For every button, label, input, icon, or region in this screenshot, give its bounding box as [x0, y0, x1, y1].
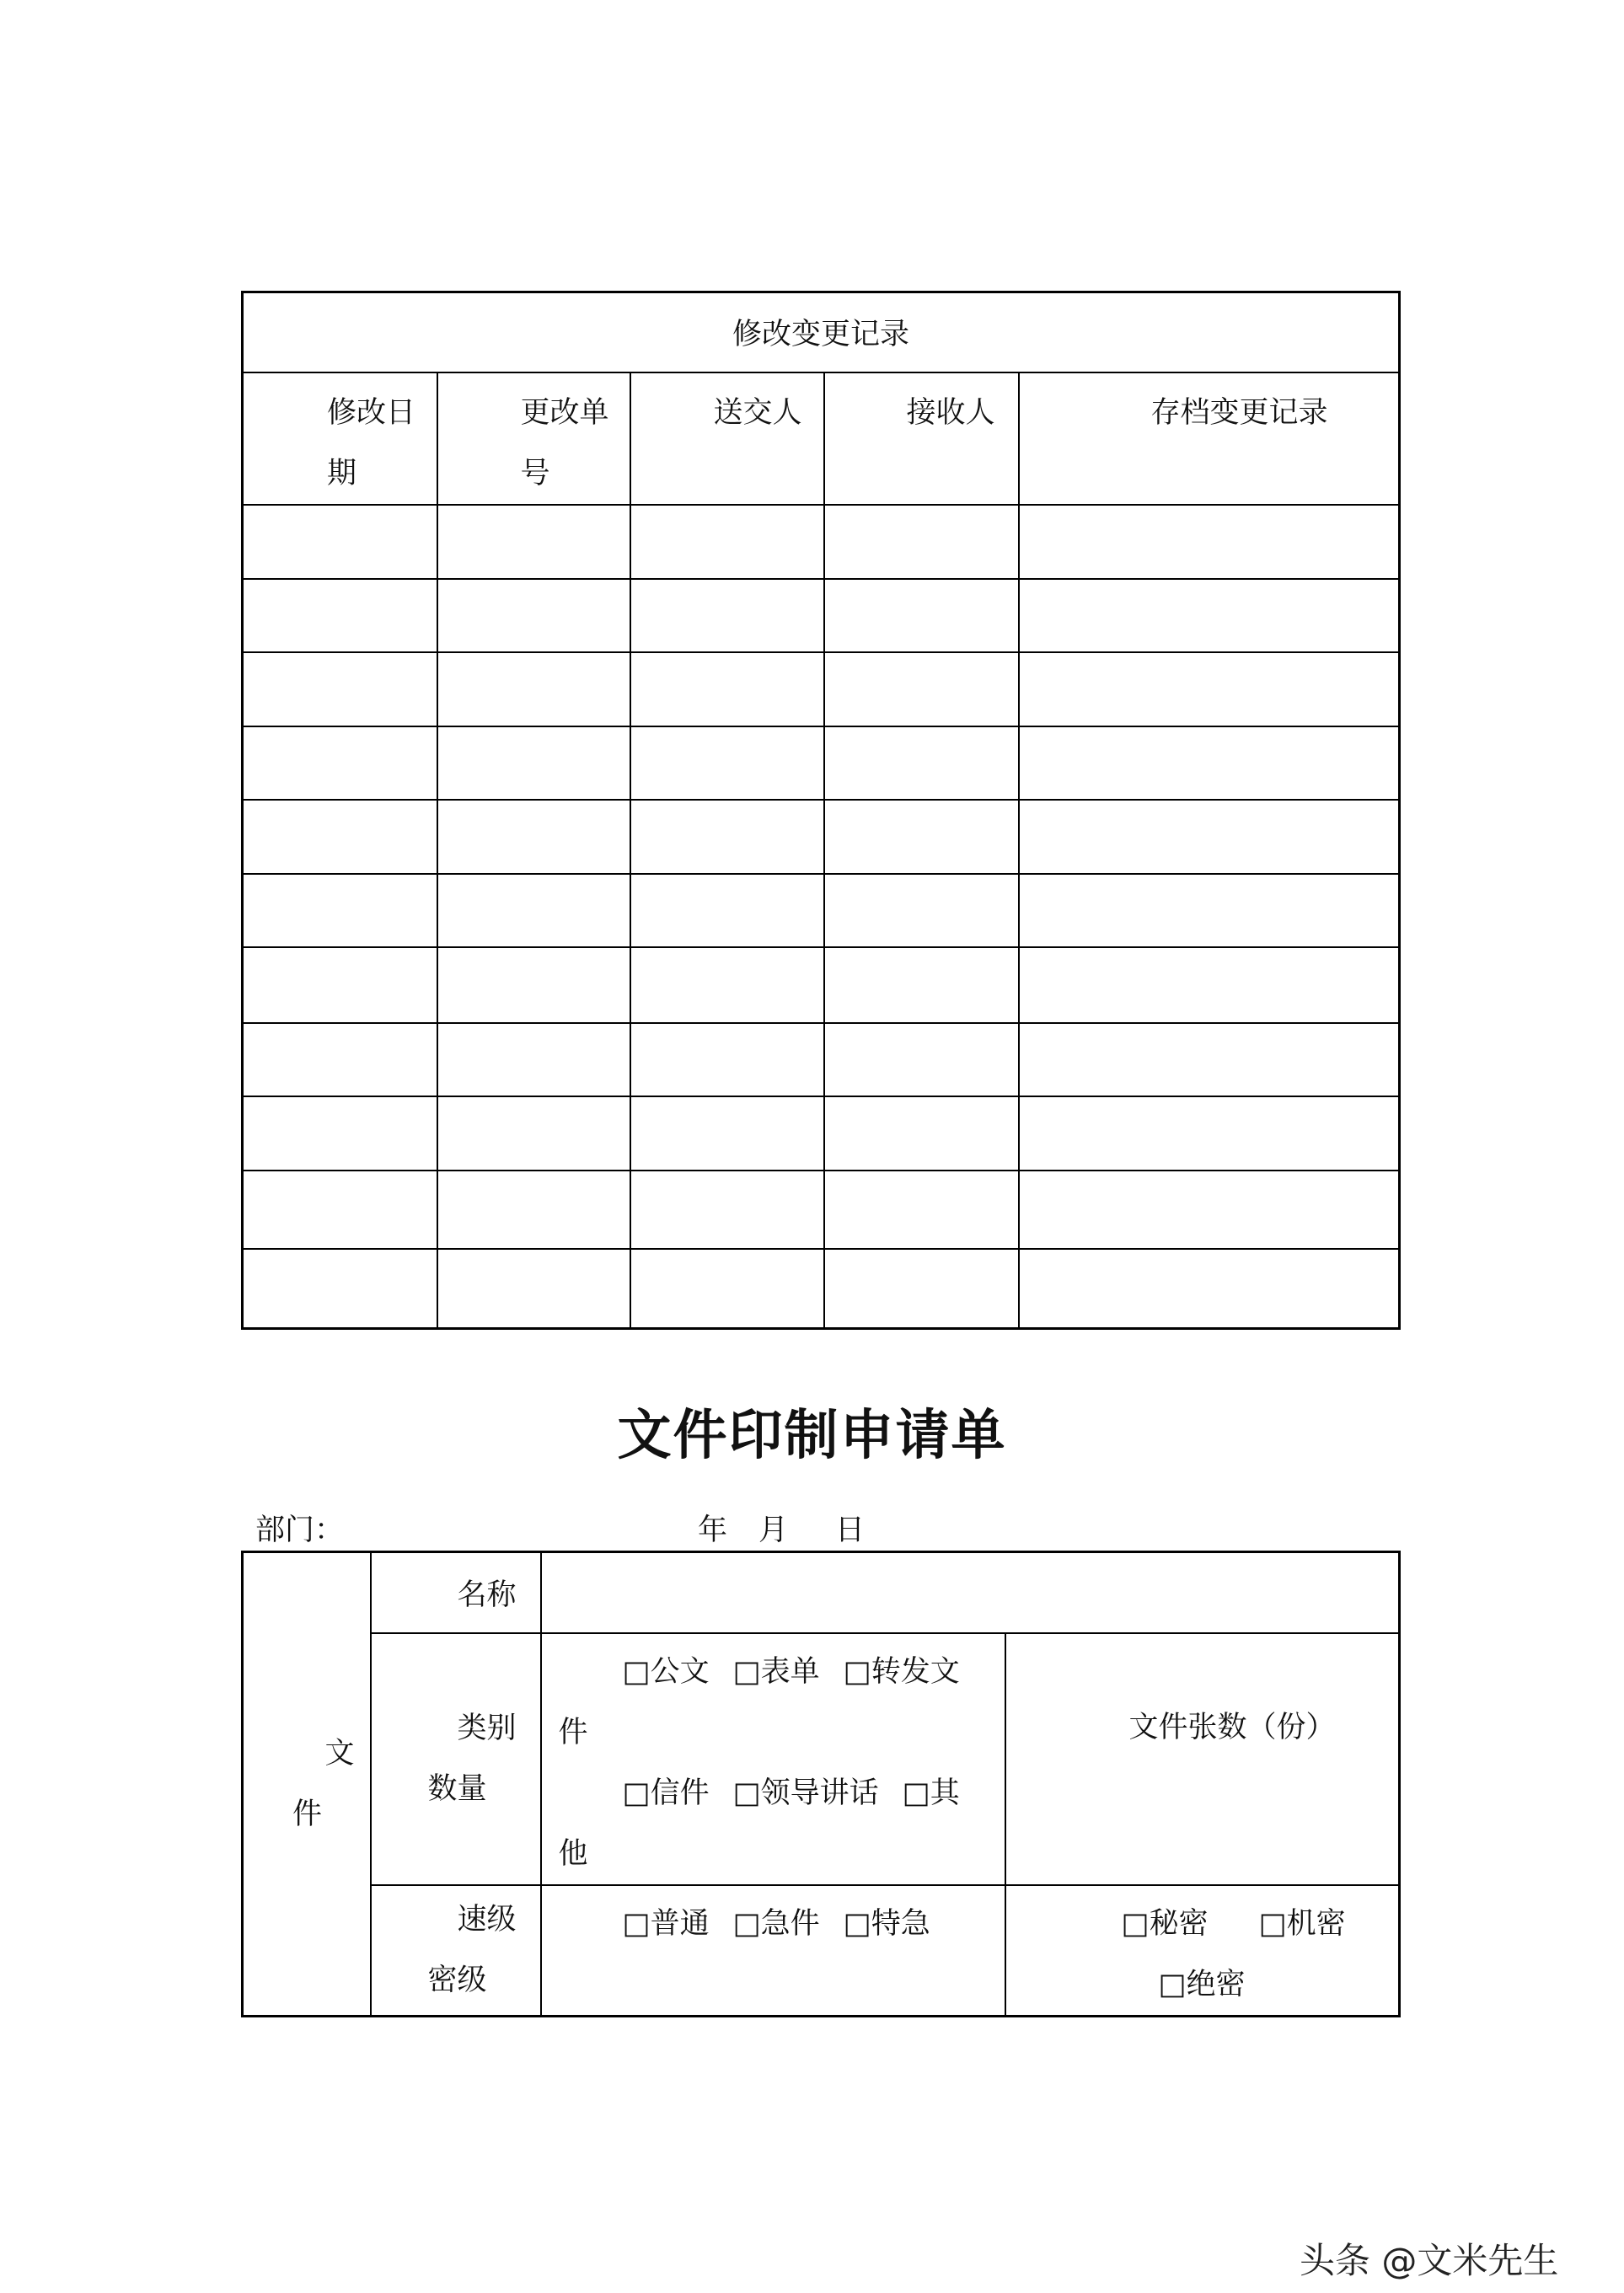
cell[interactable] — [437, 1096, 630, 1171]
urgency-options — [542, 1886, 1005, 1954]
cell[interactable] — [437, 800, 630, 874]
checkbox-forwarded-document[interactable]: □转发文件 — [558, 1654, 960, 1749]
watermark: 头条 @文米先生 — [1300, 2240, 1559, 2281]
checkbox-other[interactable]: □其他 — [558, 1776, 960, 1871]
checkbox-letter[interactable]: □信件 — [622, 1776, 710, 1810]
cell[interactable] — [1019, 800, 1400, 874]
header-cell — [1019, 372, 1400, 505]
checkbox-normal[interactable]: □普通 — [622, 1906, 710, 1941]
name-row — [243, 1552, 1400, 1633]
cell[interactable] — [630, 1023, 824, 1096]
category-row — [243, 1633, 1400, 1885]
cell[interactable] — [243, 726, 437, 800]
cell[interactable] — [1019, 652, 1400, 726]
cell[interactable] — [824, 1249, 1019, 1329]
category-options-cell — [541, 1633, 1005, 1885]
cell[interactable] — [437, 1171, 630, 1249]
cell[interactable] — [824, 1023, 1019, 1096]
cell[interactable] — [630, 800, 824, 874]
secrecy-options-cell — [1005, 1885, 1400, 2017]
date-day-label: 日 — [835, 1513, 866, 1547]
section-cell — [243, 1552, 371, 2017]
cell[interactable] — [824, 652, 1019, 726]
department-label: 部门： — [255, 1513, 345, 1547]
cell[interactable] — [243, 1249, 437, 1329]
cell[interactable] — [437, 505, 630, 579]
checkbox-official-document[interactable]: □公文 — [622, 1654, 710, 1689]
cell[interactable] — [1019, 874, 1400, 947]
header-archive-record: 存档变更记录 — [1150, 395, 1328, 430]
urgency-label-cell — [371, 1885, 541, 2017]
table-row — [243, 1171, 1400, 1249]
secrecy-options-line-2 — [1006, 1954, 1399, 2015]
urgency-label: 速级密级 — [427, 1903, 517, 1997]
copies-label: 文件张数（份） — [1128, 1710, 1336, 1744]
name-label-cell — [371, 1552, 541, 1633]
date-year-label: 年 — [698, 1513, 728, 1547]
cell[interactable] — [1019, 947, 1400, 1023]
name-field[interactable] — [541, 1552, 1400, 1633]
header-sender: 送交人 — [713, 395, 802, 430]
checkbox-confidential[interactable]: □机密 — [1258, 1906, 1346, 1941]
cell[interactable] — [243, 800, 437, 874]
cell[interactable] — [630, 726, 824, 800]
form-title: 文件印制申请单 — [617, 1405, 1007, 1467]
table-row — [243, 947, 1400, 1023]
copies-cell[interactable] — [1005, 1633, 1400, 1885]
cell[interactable] — [1019, 1023, 1400, 1096]
table-title-row — [243, 292, 1400, 372]
cell[interactable] — [243, 1171, 437, 1249]
cell[interactable] — [630, 874, 824, 947]
cell[interactable] — [437, 726, 630, 800]
table-row — [243, 800, 1400, 874]
header-modify-date: 修改日期 — [327, 395, 416, 490]
table-row — [243, 652, 1400, 726]
table-row — [243, 874, 1400, 947]
cell[interactable] — [1019, 1096, 1400, 1171]
cell[interactable] — [1019, 726, 1400, 800]
cell[interactable] — [630, 1171, 824, 1249]
table-header-row — [243, 372, 1400, 505]
cell[interactable] — [630, 1096, 824, 1171]
cell[interactable] — [243, 947, 437, 1023]
cell[interactable] — [1019, 1249, 1400, 1329]
cell[interactable] — [243, 874, 437, 947]
cell[interactable] — [630, 652, 824, 726]
cell[interactable] — [437, 652, 630, 726]
header-receiver: 接收人 — [906, 395, 995, 430]
cell[interactable] — [243, 652, 437, 726]
cell[interactable] — [1019, 579, 1400, 652]
change-log-title: 修改变更记录 — [243, 292, 1400, 372]
change-log-table — [241, 291, 1401, 1330]
cell[interactable] — [1019, 1171, 1400, 1249]
cell[interactable] — [437, 874, 630, 947]
table-row — [243, 579, 1400, 652]
cell[interactable] — [437, 1249, 630, 1329]
category-label-cell — [371, 1633, 541, 1885]
cell[interactable] — [824, 505, 1019, 579]
category-options-line-1 — [542, 1634, 1005, 1763]
table-row — [243, 1023, 1400, 1096]
urgency-row — [243, 1885, 1400, 2017]
cell[interactable] — [243, 579, 437, 652]
cell[interactable] — [824, 800, 1019, 874]
cell[interactable] — [437, 947, 630, 1023]
category-options-line-2 — [542, 1763, 1005, 1884]
cell[interactable] — [243, 1096, 437, 1171]
cell[interactable] — [630, 947, 824, 1023]
name-label: 名称 — [457, 1578, 517, 1612]
cell[interactable] — [630, 579, 824, 652]
table-row — [243, 726, 1400, 800]
checkbox-urgent[interactable]: □急件 — [732, 1906, 820, 1941]
cell[interactable] — [630, 505, 824, 579]
checkbox-leader-speech[interactable]: □领导讲话 — [732, 1776, 879, 1810]
header-cell — [630, 372, 824, 505]
cell[interactable] — [437, 579, 630, 652]
cell[interactable] — [824, 874, 1019, 947]
section-label: 文件 — [292, 1736, 355, 1831]
header-cell — [243, 372, 437, 505]
header-change-number: 更改单号 — [520, 395, 609, 490]
date-month-label: 月 — [758, 1513, 789, 1547]
print-request-form-table — [241, 1551, 1401, 2017]
checkbox-top-secret[interactable]: □绝密 — [1158, 1967, 1246, 2001]
cell[interactable] — [243, 505, 437, 579]
cell[interactable] — [824, 947, 1019, 1023]
urgency-options-cell — [541, 1885, 1005, 2017]
cell[interactable] — [824, 726, 1019, 800]
cell[interactable] — [824, 579, 1019, 652]
table-row — [243, 505, 1400, 579]
table-row — [243, 1249, 1400, 1329]
header-cell — [824, 372, 1019, 505]
cell[interactable] — [824, 1096, 1019, 1171]
checkbox-form[interactable]: □表单 — [732, 1654, 820, 1689]
table-row — [243, 1096, 1400, 1171]
header-cell — [437, 372, 630, 505]
cell[interactable] — [824, 1171, 1019, 1249]
cell[interactable] — [437, 1023, 630, 1096]
secrecy-options-line-1 — [1006, 1886, 1399, 1954]
cell[interactable] — [1019, 505, 1400, 579]
checkbox-extra-urgent[interactable]: □特急 — [843, 1906, 930, 1941]
cell[interactable] — [630, 1249, 824, 1329]
category-label: 类别数量 — [427, 1712, 517, 1806]
checkbox-secret[interactable]: □秘密 — [1121, 1906, 1209, 1941]
cell[interactable] — [243, 1023, 437, 1096]
